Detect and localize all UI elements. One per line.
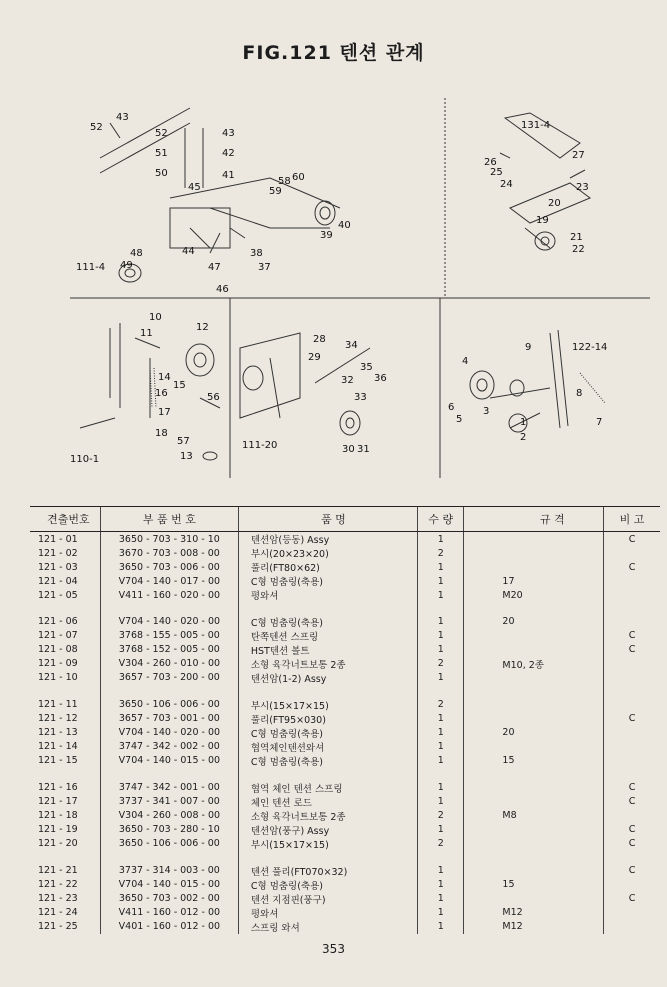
cell-part: 3768 - 155 - 005 - 00 bbox=[100, 629, 238, 643]
callout-label: 3 bbox=[483, 406, 490, 417]
header-spec: 규 격 bbox=[464, 507, 604, 532]
cell-qty: 1 bbox=[418, 781, 464, 795]
callout-label: 18 bbox=[155, 428, 168, 439]
table-row bbox=[30, 781, 660, 795]
cell-no: 121 - 03 bbox=[38, 561, 78, 573]
cell-part: V411 - 160 - 012 - 00 bbox=[100, 906, 238, 920]
callout-label: 6 bbox=[448, 402, 455, 413]
callout-label: 31 bbox=[357, 444, 370, 455]
cell-note bbox=[604, 740, 660, 754]
cell-spec bbox=[464, 671, 604, 685]
cell-name: 스프링 와셔 bbox=[238, 920, 417, 934]
cell-name: 체인 텐션 로드 bbox=[238, 795, 417, 809]
callout-label: 1 bbox=[520, 417, 527, 428]
callout-label: 35 bbox=[360, 362, 373, 373]
cell-part: 3650 - 703 - 006 - 00 bbox=[100, 560, 238, 574]
cell-part: V401 - 160 - 012 - 00 bbox=[100, 920, 238, 934]
cell-part: 3747 - 342 - 001 - 00 bbox=[100, 781, 238, 795]
cell-qty: 1 bbox=[418, 588, 464, 602]
cell-spec: M8 bbox=[464, 809, 604, 823]
callout-label: 26 bbox=[484, 157, 497, 168]
cell-part: 3737 - 341 - 007 - 00 bbox=[100, 795, 238, 809]
callout-label: 32 bbox=[341, 375, 354, 386]
cell-spec bbox=[464, 795, 604, 809]
cell-qty: 1 bbox=[418, 906, 464, 920]
cell-no: 121 - 09 bbox=[38, 658, 78, 670]
callout-label: 23 bbox=[576, 182, 589, 193]
cell-name: 평와셔 bbox=[238, 588, 417, 602]
callout-label: 59 bbox=[269, 186, 282, 197]
cell-part: 3650 - 106 - 006 - 00 bbox=[100, 698, 238, 712]
cell-note bbox=[604, 615, 660, 629]
cell-no: 121 - 04 bbox=[38, 575, 78, 587]
cell-name: 평와셔 bbox=[238, 906, 417, 920]
cell-spec: 15 bbox=[464, 754, 604, 768]
callout-label: 34 bbox=[345, 340, 358, 351]
table-row bbox=[30, 809, 660, 823]
cell-name: 소형 육각너트보통 2종 bbox=[238, 809, 417, 823]
cell-note: C bbox=[604, 532, 660, 547]
cell-name: C형 멈춤링(축용) bbox=[238, 754, 417, 768]
callout-label: 9 bbox=[525, 342, 532, 353]
cell-name: 협역체인텐션와셔 bbox=[238, 740, 417, 754]
header-note: 비 고 bbox=[604, 507, 660, 532]
cell-spec bbox=[464, 643, 604, 657]
cell-part: V704 - 140 - 015 - 00 bbox=[100, 878, 238, 892]
table-row bbox=[30, 795, 660, 809]
callout-label: 111-4 bbox=[76, 262, 106, 273]
table-row bbox=[30, 864, 660, 878]
callout-label: 38 bbox=[250, 248, 263, 259]
callout-label: 43 bbox=[222, 128, 235, 139]
cell-part: 3650 - 703 - 280 - 10 bbox=[100, 823, 238, 837]
cell-qty: 2 bbox=[418, 809, 464, 823]
table-row bbox=[30, 878, 660, 892]
callout-label: 47 bbox=[208, 262, 221, 273]
table-row bbox=[30, 671, 660, 685]
cell-name: HST텐션 볼트 bbox=[238, 643, 417, 657]
cell-spec bbox=[464, 560, 604, 574]
callout-label: 122-14 bbox=[572, 342, 608, 353]
cell-name: 부시(15×17×15) bbox=[238, 698, 417, 712]
cell-no: 121 - 18 bbox=[38, 810, 78, 822]
callout-label: 30 bbox=[342, 444, 355, 455]
cell-note: C bbox=[604, 712, 660, 726]
callout-label: 60 bbox=[292, 172, 305, 183]
callout-label: 56 bbox=[207, 392, 220, 403]
cell-name: 풀리(FT95×030) bbox=[238, 712, 417, 726]
callout-label: 44 bbox=[182, 246, 195, 257]
cell-qty: 1 bbox=[418, 892, 464, 906]
cell-spec bbox=[464, 781, 604, 795]
cell-no: 121 - 15 bbox=[38, 755, 78, 767]
callout-label: 17 bbox=[158, 407, 171, 418]
cell-note bbox=[604, 657, 660, 671]
cell-part: V304 - 260 - 010 - 00 bbox=[100, 657, 238, 671]
callout-label: 51 bbox=[155, 148, 168, 159]
header-part-number: 부 품 번 호 bbox=[100, 507, 238, 532]
cell-spec bbox=[464, 712, 604, 726]
cell-part: V704 - 140 - 020 - 00 bbox=[100, 726, 238, 740]
cell-qty: 1 bbox=[418, 795, 464, 809]
callout-label: 5 bbox=[456, 414, 463, 425]
cell-spec: 15 bbox=[464, 878, 604, 892]
callout-label: 52 bbox=[90, 122, 103, 133]
cell-qty: 1 bbox=[418, 920, 464, 934]
callout-label: 25 bbox=[490, 167, 503, 178]
table-row bbox=[30, 906, 660, 920]
cell-qty: 2 bbox=[418, 657, 464, 671]
cell-spec: M12 bbox=[464, 920, 604, 934]
group-spacer bbox=[30, 602, 660, 615]
cell-qty: 1 bbox=[418, 712, 464, 726]
callout-label: 8 bbox=[576, 388, 583, 399]
callout-label: 36 bbox=[374, 373, 387, 384]
callout-label: 22 bbox=[572, 244, 585, 255]
table-row bbox=[30, 546, 660, 560]
cell-name: C형 멈춤링(축용) bbox=[238, 878, 417, 892]
cell-qty: 1 bbox=[418, 532, 464, 547]
cell-no: 121 - 20 bbox=[38, 838, 78, 850]
callout-label: 20 bbox=[548, 198, 561, 209]
table-row bbox=[30, 698, 660, 712]
cell-note: C bbox=[604, 892, 660, 906]
cell-spec bbox=[464, 546, 604, 560]
cell-note: C bbox=[604, 560, 660, 574]
callout-label: 42 bbox=[222, 148, 235, 159]
callout-label: 41 bbox=[222, 170, 235, 181]
cell-part: 3657 - 703 - 200 - 00 bbox=[100, 671, 238, 685]
callout-label: 45 bbox=[188, 182, 201, 193]
cell-no: 121 - 14 bbox=[38, 741, 78, 753]
callout-label: 2 bbox=[520, 432, 527, 443]
cell-note: C bbox=[604, 795, 660, 809]
callout-label: 37 bbox=[258, 262, 271, 273]
cell-name: 텐션 풀리(FT070×32) bbox=[238, 864, 417, 878]
page-number: 353 bbox=[322, 942, 345, 956]
cell-part: V304 - 260 - 008 - 00 bbox=[100, 809, 238, 823]
cell-qty: 1 bbox=[418, 671, 464, 685]
cell-note bbox=[604, 754, 660, 768]
callout-label: 14 bbox=[158, 372, 171, 383]
cell-no: 121 - 10 bbox=[38, 672, 78, 684]
callout-label: 12 bbox=[196, 322, 209, 333]
exploded-parts-diagram bbox=[70, 98, 650, 488]
cell-no: 121 - 08 bbox=[38, 644, 78, 656]
table-row bbox=[30, 560, 660, 574]
cell-qty: 1 bbox=[418, 878, 464, 892]
cell-name: 소형 육각너트보통 2종 bbox=[238, 657, 417, 671]
cell-part: 3657 - 703 - 001 - 00 bbox=[100, 712, 238, 726]
cell-name: 텐션암(풍구) Assy bbox=[238, 823, 417, 837]
cell-note bbox=[604, 574, 660, 588]
cell-qty: 1 bbox=[418, 740, 464, 754]
cell-note: C bbox=[604, 864, 660, 878]
callout-label: 24 bbox=[500, 179, 513, 190]
table-row bbox=[30, 574, 660, 588]
cell-name: C형 멈춤링(축용) bbox=[238, 574, 417, 588]
cell-name: 협역 체인 텐션 스프링 bbox=[238, 781, 417, 795]
cell-no: 121 - 21 bbox=[38, 865, 78, 877]
cell-no: 121 - 16 bbox=[38, 782, 78, 794]
parts-list-table bbox=[30, 506, 660, 934]
cell-no: 121 - 13 bbox=[38, 727, 78, 739]
callout-label: 21 bbox=[570, 232, 583, 243]
cell-note bbox=[604, 809, 660, 823]
cell-name: 텐션 지점핀(풍구) bbox=[238, 892, 417, 906]
cell-spec: 20 bbox=[464, 726, 604, 740]
callout-label: 27 bbox=[572, 150, 585, 161]
cell-spec bbox=[464, 629, 604, 643]
cell-spec bbox=[464, 740, 604, 754]
table-row bbox=[30, 920, 660, 934]
cell-part: V704 - 140 - 015 - 00 bbox=[100, 754, 238, 768]
table-row bbox=[30, 712, 660, 726]
group-spacer bbox=[30, 768, 660, 781]
cell-part: 3747 - 342 - 002 - 00 bbox=[100, 740, 238, 754]
cell-qty: 2 bbox=[418, 837, 464, 851]
header-part-name: 품 명 bbox=[238, 507, 417, 532]
callout-label: 43 bbox=[116, 112, 129, 123]
cell-qty: 1 bbox=[418, 754, 464, 768]
cell-spec bbox=[464, 892, 604, 906]
callout-label: 52 bbox=[155, 128, 168, 139]
cell-qty: 1 bbox=[418, 726, 464, 740]
cell-note bbox=[604, 588, 660, 602]
cell-qty: 1 bbox=[418, 823, 464, 837]
group-spacer bbox=[30, 851, 660, 864]
cell-spec: 20 bbox=[464, 615, 604, 629]
cell-no: 121 - 01 bbox=[38, 533, 78, 545]
cell-note bbox=[604, 878, 660, 892]
callout-label: 11 bbox=[140, 328, 153, 339]
cell-note bbox=[604, 906, 660, 920]
cell-part: V704 - 140 - 017 - 00 bbox=[100, 574, 238, 588]
cell-note: C bbox=[604, 837, 660, 851]
cell-spec bbox=[464, 837, 604, 851]
callout-label: 4 bbox=[462, 356, 469, 367]
callout-label: 110-1 bbox=[70, 454, 100, 465]
page-title: FIG.121 텐션 관계 bbox=[242, 42, 425, 64]
callout-label: 49 bbox=[120, 260, 133, 271]
table-row bbox=[30, 657, 660, 671]
cell-no: 121 - 25 bbox=[38, 921, 78, 933]
cell-part: V704 - 140 - 020 - 00 bbox=[100, 615, 238, 629]
callout-label: 111-20 bbox=[242, 440, 278, 451]
table-row bbox=[30, 726, 660, 740]
cell-part: 3650 - 106 - 006 - 00 bbox=[100, 837, 238, 851]
table-row bbox=[30, 643, 660, 657]
table-row bbox=[30, 532, 660, 547]
cell-note: C bbox=[604, 823, 660, 837]
callout-label: 131-4 bbox=[521, 120, 551, 131]
cell-part: 3670 - 703 - 008 - 00 bbox=[100, 546, 238, 560]
cell-no: 121 - 12 bbox=[38, 713, 78, 725]
cell-name: 텐션암(1-2) Assy bbox=[238, 671, 417, 685]
cell-qty: 1 bbox=[418, 560, 464, 574]
cell-spec bbox=[464, 698, 604, 712]
header-quantity: 수 량 bbox=[418, 507, 464, 532]
callout-label: 19 bbox=[536, 215, 549, 226]
cell-name: C형 멈춤링(축용) bbox=[238, 726, 417, 740]
callout-label: 16 bbox=[155, 388, 168, 399]
cell-spec: 17 bbox=[464, 574, 604, 588]
group-spacer bbox=[30, 685, 660, 698]
callout-label: 33 bbox=[354, 392, 367, 403]
callout-label: 40 bbox=[338, 220, 351, 231]
cell-no: 121 - 02 bbox=[38, 547, 78, 559]
table-row bbox=[30, 837, 660, 851]
cell-no: 121 - 11 bbox=[38, 699, 78, 711]
cell-name: 부시(20×23×20) bbox=[238, 546, 417, 560]
cell-name: C형 멈춤링(축용) bbox=[238, 615, 417, 629]
cell-note: C bbox=[604, 629, 660, 643]
cell-qty: 1 bbox=[418, 574, 464, 588]
table-row bbox=[30, 823, 660, 837]
cell-note bbox=[604, 546, 660, 560]
cell-note bbox=[604, 671, 660, 685]
cell-note bbox=[604, 698, 660, 712]
cell-no: 121 - 19 bbox=[38, 824, 78, 836]
cell-name: 탄쪽텐션 스프링 bbox=[238, 629, 417, 643]
cell-no: 121 - 07 bbox=[38, 630, 78, 642]
cell-spec bbox=[464, 823, 604, 837]
cell-qty: 1 bbox=[418, 643, 464, 657]
cell-note bbox=[604, 920, 660, 934]
table-row bbox=[30, 588, 660, 602]
cell-no: 121 - 22 bbox=[38, 879, 78, 891]
cell-no: 121 - 06 bbox=[38, 616, 78, 628]
cell-qty: 2 bbox=[418, 698, 464, 712]
cell-part: 3768 - 152 - 005 - 00 bbox=[100, 643, 238, 657]
cell-part: V411 - 160 - 020 - 00 bbox=[100, 588, 238, 602]
cell-qty: 2 bbox=[418, 546, 464, 560]
cell-note bbox=[604, 726, 660, 740]
cell-part: 3737 - 314 - 003 - 00 bbox=[100, 864, 238, 878]
cell-part: 3650 - 703 - 310 - 10 bbox=[100, 532, 238, 547]
callout-label: 50 bbox=[155, 168, 168, 179]
callout-label: 29 bbox=[308, 352, 321, 363]
callout-label: 48 bbox=[130, 248, 143, 259]
cell-spec bbox=[464, 864, 604, 878]
callout-label: 39 bbox=[320, 230, 333, 241]
cell-name: 텐션암(등동) Assy bbox=[238, 532, 417, 547]
header-callout-no: 견출번호 bbox=[30, 507, 100, 532]
callout-label: 7 bbox=[596, 417, 603, 428]
cell-spec: M12 bbox=[464, 906, 604, 920]
cell-note: C bbox=[604, 781, 660, 795]
cell-part: 3650 - 703 - 002 - 00 bbox=[100, 892, 238, 906]
cell-no: 121 - 05 bbox=[38, 589, 78, 601]
cell-no: 121 - 24 bbox=[38, 907, 78, 919]
callout-label: 46 bbox=[216, 284, 229, 295]
callout-label: 13 bbox=[180, 451, 193, 462]
cell-name: 풀리(FT80×62) bbox=[238, 560, 417, 574]
callout-label: 57 bbox=[177, 436, 190, 447]
cell-note: C bbox=[604, 643, 660, 657]
callout-label: 58 bbox=[278, 176, 291, 187]
cell-spec bbox=[464, 532, 604, 547]
table-row bbox=[30, 740, 660, 754]
cell-qty: 1 bbox=[418, 615, 464, 629]
callout-label: 10 bbox=[149, 312, 162, 323]
table-row bbox=[30, 615, 660, 629]
callout-label: 15 bbox=[173, 380, 186, 391]
table-row bbox=[30, 892, 660, 906]
cell-name: 부시(15×17×15) bbox=[238, 837, 417, 851]
table-row bbox=[30, 629, 660, 643]
cell-qty: 1 bbox=[418, 629, 464, 643]
cell-qty: 1 bbox=[418, 864, 464, 878]
callout-label: 28 bbox=[313, 334, 326, 345]
cell-no: 121 - 17 bbox=[38, 796, 78, 808]
table-row bbox=[30, 754, 660, 768]
cell-no: 121 - 23 bbox=[38, 893, 78, 905]
cell-spec: M10, 2종 bbox=[464, 657, 604, 671]
cell-spec: M20 bbox=[464, 588, 604, 602]
